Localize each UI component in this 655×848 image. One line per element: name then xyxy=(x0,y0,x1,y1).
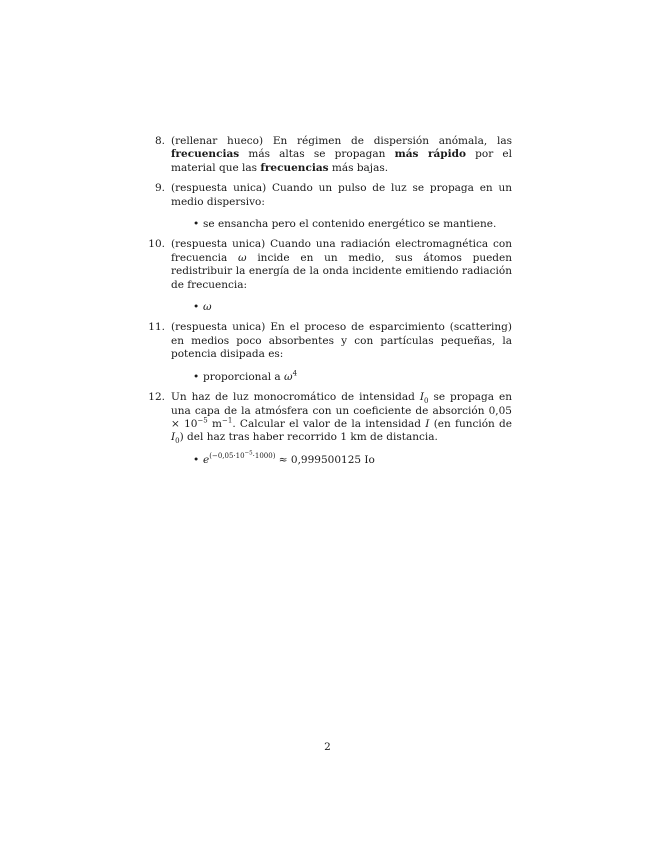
question-text: (respuesta unica) Cuando una radiación electromagnética con frecuencia ω incide en un medio, sus átomos pueden redistribuir la energía de la onda incidente emitiendo radiación de frecuencia: xyxy=(171,238,512,291)
question-8 xyxy=(143,135,512,175)
omega-symbol: ω xyxy=(238,251,247,264)
question-11 xyxy=(143,321,512,384)
answer-list xyxy=(171,371,512,384)
page-number: 2 xyxy=(324,741,331,753)
bold-term: más rápido xyxy=(394,148,466,161)
question-number: 10. xyxy=(148,238,165,251)
answer-item: • proporcional a $\omega^4$ xyxy=(193,371,512,384)
question-text: Un haz de luz monocromático de intensidad $I_0$ se propaga en una capa de la atmósfera con un coeficiente de absorción $0,05 \times 10^{-5}$ $m^{-1}$. Calcular el valor de la intensidad I (en función de $I_0$) del haz tras haber recorrido 1 km de distancia. xyxy=(171,391,512,446)
answer-item: • ω xyxy=(193,301,512,314)
question-list xyxy=(143,135,512,474)
question-text: (rellenar hueco) En régimen de dispersión anómala, las frecuencias más altas se propagan más rápido por el material que las frecuencias más bajas. xyxy=(171,135,513,174)
question-text: (respuesta unica) En el proceso de esparcimiento (scattering) en medios poco absorbentes y con partículas pequeñas, la potencia disipada es: xyxy=(171,321,512,361)
question-10 xyxy=(143,238,512,314)
answer-item: • se ensancha pero el contenido energético se mantiene. xyxy=(193,218,512,231)
answer-list xyxy=(171,218,512,231)
answer-item: • $e^{(-0,05\cdot 10^{-5}\cdot 1000)} \approx 0,999500125$ Io xyxy=(193,454,512,467)
question-number: 12. xyxy=(148,391,165,404)
question-number: 11. xyxy=(148,321,165,334)
question-text: (respuesta unica) Cuando un pulso de luz se propaga en un medio dispersivo: xyxy=(171,182,512,208)
question-12 xyxy=(143,391,512,467)
answer-list xyxy=(171,450,512,467)
question-number: 9. xyxy=(154,182,165,195)
answer-list xyxy=(171,301,512,314)
bold-term: frecuencias xyxy=(260,161,329,174)
question-9 xyxy=(143,182,512,231)
bold-term: frecuencias xyxy=(171,148,240,161)
question-number: 8. xyxy=(154,135,165,147)
